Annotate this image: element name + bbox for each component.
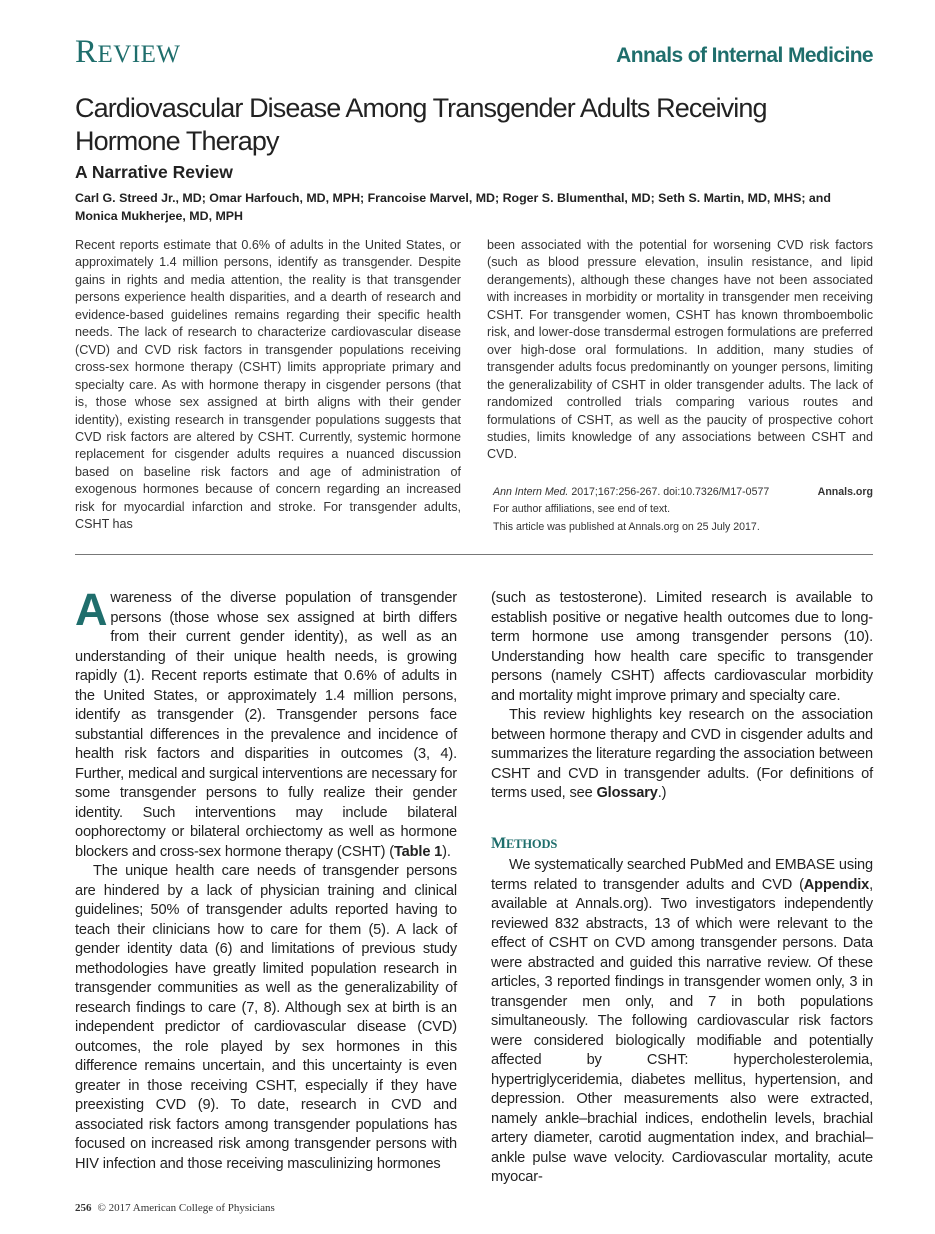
citation-ref: 2017;167:256-267. doi:10.7326/M17-0577 bbox=[568, 485, 770, 498]
table-1-link[interactable]: Table 1 bbox=[394, 843, 443, 860]
p4-end: .) bbox=[657, 785, 667, 802]
journal-name: Annals of Internal Medicine bbox=[616, 44, 873, 67]
citation-line bbox=[493, 484, 873, 502]
abstract-column-1: Recent reports estimate that 0.6% of adults in the United States, or approximately 1.4 million persons, identify as transgender. Despite gains in rights and media attention, the reality is that transgender persons experience health disparities, and a dearth of research and evidence-based guidelines remains regarding their specific health needs. The lack of research to characterize cardiovascular disease (CVD) and CVD risk factors in transgender populations receiving cross-sex hormone therapy (CSHT) limits appropriate primary and specialty care. As with hormone therapy in cisgender persons (that is, those whose sex assigned at birth aligns with their gender identity), existing research in transgender populations suggests that CVD risk factors are altered by CSHT. Currently, systemic hormone replacement for cisgender adults requires a nuanced discussion based on baseline risk factors and age of administration of exogenous hormones because of concern regarding an increased risk for myocardial infarction and stroke. For transgender adults, CSHT has bbox=[75, 238, 461, 532]
section-initial: R bbox=[75, 34, 98, 70]
drop-cap: A bbox=[75, 584, 108, 636]
paragraph: The unique health care needs of transgender persons are hindered by a lack of physician training and clinical guidelines; 50% of transgender adults reported having to teach their clinicians how to care for them (5). A lack of gender identity data (6) and limitations of previous study methodologies have greatly limited population research in transgender communities as well as the generalizability of research findings to care (7, 8). Although sex at birth is an independent predictor of cardiovascular disease (CVD) outcomes, the role played by sex hormones in this difference remains uncertain, and this uncertainty is even greater in those receiving CSHT, especially if they have preexisting CVD (9). To date, research in CVD and associated risk factors among transgender populations has focused on increased risk among transgender persons with HIV infection and those receiving masculinizing hormones bbox=[75, 863, 457, 1172]
page-number: 256 bbox=[75, 1201, 92, 1214]
affiliations-note: For author affiliations, see end of text. bbox=[493, 503, 671, 516]
copyright: © 2017 American College of Physicians bbox=[97, 1201, 275, 1214]
paragraph: (such as testosterone). Limited research is available to establish positive or negative health outcomes due to long-term hormone use among transgender persons (10). Understanding how health care specific to transgender persons (namely CSHT) affects cardiovascular morbidity and mortality might improve primary and specialty care. bbox=[491, 590, 873, 704]
published-note: This article was published at Annals.org on 25 July 2017. bbox=[493, 520, 760, 533]
annals-link[interactable]: Annals.org bbox=[817, 485, 873, 498]
body-column-1 bbox=[75, 584, 457, 1188]
divider bbox=[75, 554, 873, 555]
page-footer bbox=[75, 1188, 873, 1214]
header-bar bbox=[75, 34, 873, 86]
p4-text: This review highlights key research on the association between hormone therapy and CVD in cisgender adults and summarizes the literature regarding the association between CSHT and CVD in transgender adults. (For definitions of terms used, see bbox=[491, 707, 873, 802]
methods-heading bbox=[491, 834, 873, 855]
body bbox=[75, 584, 873, 1188]
appendix-link[interactable]: Appendix bbox=[803, 876, 870, 893]
methods-initial: M bbox=[491, 834, 506, 852]
p1-end: ). bbox=[442, 843, 451, 860]
body-column-2 bbox=[491, 589, 873, 1188]
abstract-column-2: been associated with the potential for worsening CVD risk factors (such as blood pressure elevation, insulin resistance, and lipid derangements), although these changes have not been associated with increases in morbidity or mortality in transgender men receiving CSHT. For transgender women, CSHT has known thromboembolic risk, and lower-dose transdermal estrogen formulations are preferred over high-dose oral formulations. In addition, many studies of transgender adults focus predominantly on younger persons, limiting the generalizability of CSHT in older transgender adults. The lack of randomized controlled trials comparing various routes and formulations of CSHT, as well as the paucity of prospective cohort studies, limits knowledge of any associations between CSHT and CVD. bbox=[487, 238, 873, 462]
citation-block bbox=[487, 484, 873, 537]
methods-rest: ETHODS bbox=[505, 836, 558, 851]
p1-text: wareness of the diverse population of transgender persons (those whose sex assigned at birth differs from their current gender identity), as well as an understanding of their unique health needs, is growing rapidly (1). Recent reports estimate that 0.6% of adults in the United States, or approximately 1.4 million persons, identify as transgender (2). Transgender persons face substantial differences in the prevalence and incidence of health risk factors and disparities in outcomes (3, 4). Further, medical and surgical interventions are necessary for some transgender persons to fully realize their gender identity. Such interventions may include bilateral oophorectomy or bilateral orchiectomy as well as hormone blockers and cross-sex hormone therapy (CSHT) ( bbox=[75, 590, 457, 860]
abstract bbox=[75, 237, 873, 536]
abstract-right bbox=[487, 237, 873, 536]
p5-text: We systematically searched PubMed and EMBASE using terms related to transgender adults and CVD ( bbox=[491, 857, 873, 893]
journal-abbrev: Ann Intern Med. bbox=[493, 485, 569, 498]
p5-text-cont: , available at Annals.org). Two investigators independently reviewed 832 abstracts, 13 of which were relevant to the effect of CSHT on CVD among transgender persons. Data were abstracted and guided this narrative review. Of these articles, 3 reported findings in transgender women only, 3 in transgender men only, and 7 in both populations simultaneously. The following cardiovascular risk factors were considered biologically modifiable and potentially affected by CSHT: hypercholesterolemia, hypertriglyceridemia, diabetes mellitus, hypertension, and depression. Other measurements also were extracted, namely ankle–brachial indices, endothelin levels, brachial artery diameter, carotid augmentation index, and brachial–ankle pulse wave velocity. Cardiovascular mortality, acute myocar- bbox=[491, 876, 873, 1186]
paragraph bbox=[491, 856, 873, 1188]
section-rest: EVIEW bbox=[97, 41, 181, 68]
glossary-link[interactable]: Glossary bbox=[596, 785, 658, 802]
author-list: Carl G. Streed Jr., MD; Omar Harfouch, MD, MPH; Francoise Marvel, MD; Roger S. Blumenthal, MD; Seth S. Martin, MD, MHS; and Monica Mukherjee, MD, MPH bbox=[75, 191, 831, 223]
section-label bbox=[75, 34, 181, 71]
article-subtitle: A Narrative Review bbox=[75, 162, 233, 182]
intro-paragraph bbox=[75, 584, 457, 862]
paragraph bbox=[491, 706, 873, 804]
article-title: Cardiovascular Disease Among Transgender Adults Receiving Hormone Therapy bbox=[75, 93, 767, 156]
